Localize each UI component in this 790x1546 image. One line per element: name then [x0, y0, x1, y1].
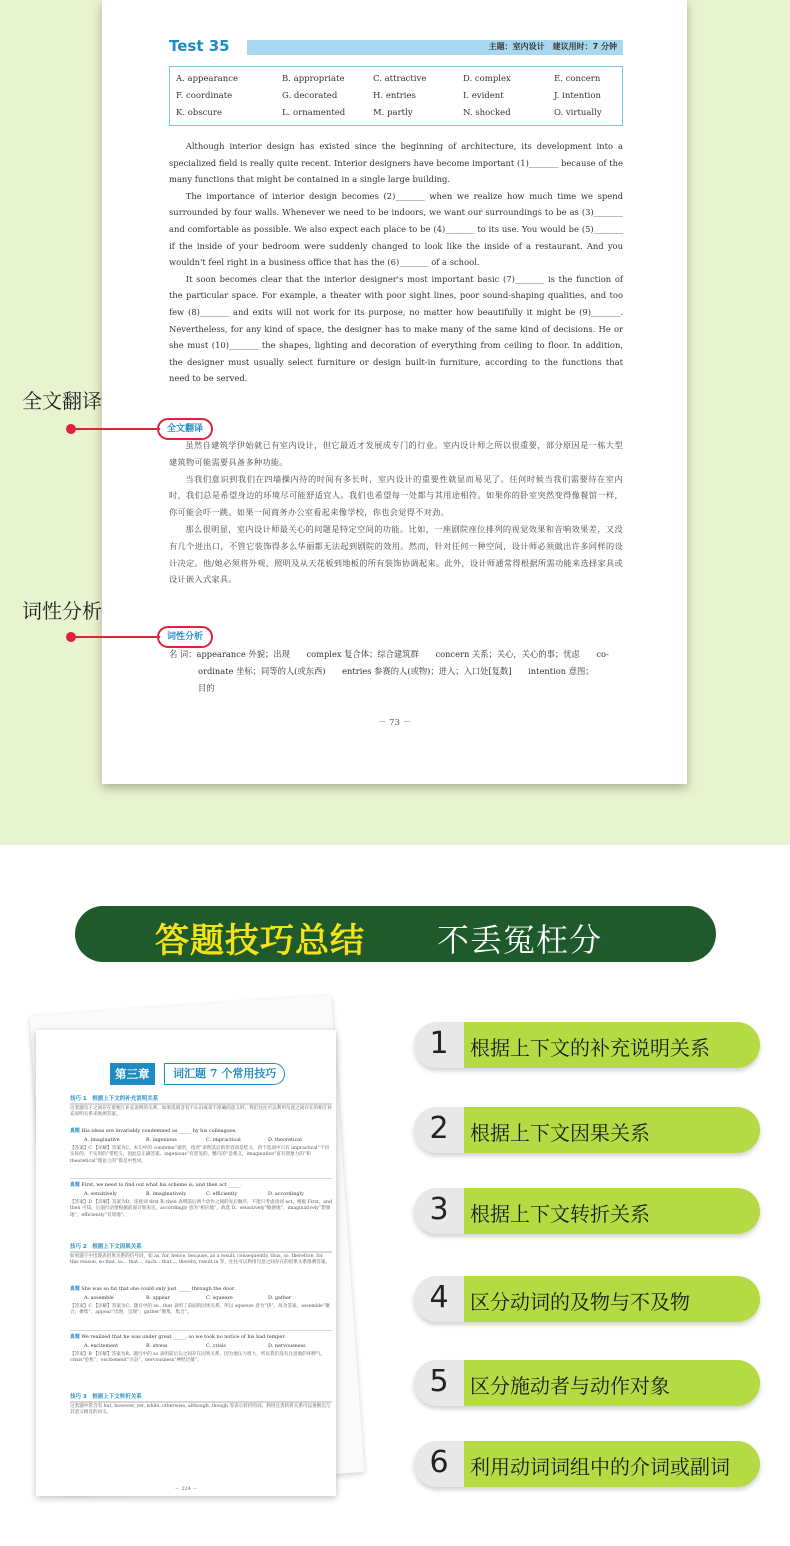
- tip-item: [414, 1441, 760, 1487]
- option: M. partly: [373, 108, 413, 118]
- banner-subtitle: 不丢冤枉分: [437, 921, 603, 959]
- option: D. complex: [463, 74, 511, 84]
- example-answer: 【答案】C 【详解】答案为C。题目中的 so...that 表明了前面的因果关系，所以 squeeze 意为“挤”，故为答案。assemble“聚合，聚集”，appear“出现，呈现”，gather“聚集，集合”。: [70, 1304, 330, 1316]
- chapter-label: 第三章: [110, 1063, 155, 1085]
- book-example: [70, 1182, 332, 1189]
- vocab-line: 名 词：appearance 外貌；出现 complex 复合体；综合建筑群 concern 关系；关心，关心的事；忧虑 co-: [169, 649, 609, 659]
- tip-number: 4: [429, 1280, 449, 1315]
- book-tip-title: 技巧 3 根据上下文转折关系: [70, 1394, 142, 1400]
- divider: [70, 1103, 332, 1105]
- page-number: － 73 －: [377, 718, 412, 728]
- option: J. intention: [554, 91, 601, 101]
- word-options-box: [169, 66, 623, 126]
- book-tip-title: 技巧 1 根据上下文的补充说明关系: [70, 1096, 159, 1102]
- vocab-line: ordinate 坐标；同等的人(或东西) entries 参赛的人(或物)；进入；入口处[复数] intention 意图；: [198, 666, 594, 676]
- example-sentence: She was so fat that she could only just _____ through the door.: [81, 1286, 236, 1292]
- example-option: C. impractical: [206, 1137, 241, 1143]
- passage-paragraph: The importance of interior design becomes (2)_______ when we realize how much time we spend surrounded by four walls. Whenever we need to be indoors, we want our surroundings to be as (3)_______ and comfortable as possible. We also expect each place to be (4)_______ to its use. You would be (5)_______ if the inside of your bedroom were suddenly changed to look like the inside of a restaurant. And you wouldn't feel right in a business office that has the (6)_______ of a school.: [169, 190, 623, 268]
- tip-text: 根据上下文因果关系: [470, 1121, 650, 1145]
- example-option: D. accordingly: [268, 1191, 304, 1197]
- example-option: D. theoretical: [268, 1137, 302, 1143]
- tip-number: 6: [429, 1445, 449, 1480]
- vocab-analysis: [169, 646, 623, 697]
- book-example: [70, 1128, 332, 1135]
- example-option: D. nervousness: [268, 1343, 306, 1349]
- book-page: [36, 1030, 336, 1496]
- example-answer: 【答案】B 【详解】答案为B。题目中的 so 表明前后句之间存在因果关系，因为他压力很大，所以我们没有注意他的坏脾气。crisis“危机”，excitement“兴奋”，nervousness“神经过敏”。: [70, 1352, 326, 1364]
- tip-text: 根据上下文的补充说明关系: [470, 1036, 710, 1060]
- option: H. entries: [373, 91, 416, 101]
- tip-number: 3: [429, 1192, 449, 1227]
- test-title: Test 35: [169, 37, 230, 55]
- example-option: A. assemble: [84, 1295, 114, 1301]
- tip-text: 区分施动者与动作对象: [470, 1374, 670, 1398]
- book-tip-description: 如果题干中出现表因果关系的信号词，如 as, for, hence, because, as a result, consequently, thus, so, therefore, for this reason, so that, so... that..., such... that..., thereby, result in 等，往往可以利用句意之间存在的因果关系推测答案。: [70, 1254, 331, 1266]
- option: F. coordinate: [176, 91, 233, 101]
- exam-tag: 真题: [70, 1334, 80, 1340]
- translation-callout-line: [74, 428, 160, 430]
- example-sentence: His ideas are invariably condemned as _____ by his colleagues.: [81, 1128, 237, 1134]
- example-option: B. imaginatively: [146, 1191, 187, 1197]
- tip-number: 1: [429, 1026, 449, 1061]
- tip-item: [414, 1360, 760, 1406]
- tip-number: 2: [429, 1111, 449, 1146]
- option: L. ornamented: [282, 108, 346, 118]
- divider: [70, 1251, 332, 1253]
- translation-paragraph: 虽然自建筑学伊始就已有室内设计，但它最近才发展成专门的行业。室内设计师之所以很重要，部分原因是一栋大型建筑物可能需要具备多种功能。: [169, 440, 623, 467]
- example-option: A. imaginative: [84, 1137, 120, 1143]
- vocab-callout-line: [74, 636, 160, 638]
- test-meta: 主题：室内设计 建议用时：7 分钟: [488, 42, 617, 51]
- tip-text: 根据上下文转折关系: [470, 1202, 650, 1226]
- book-example: [70, 1334, 332, 1341]
- example-option: C. efficiently: [206, 1191, 238, 1197]
- example-option: D. gather: [268, 1295, 292, 1301]
- test-header-bar: [247, 40, 623, 55]
- option: A. appearance: [176, 74, 238, 84]
- vocab-line: 目的: [198, 683, 215, 693]
- tip-item: [414, 1107, 760, 1153]
- tip-number: 5: [429, 1364, 449, 1399]
- book-example: [70, 1286, 332, 1293]
- example-answer: 【答案】D 【详解】答案为D。连接词 first 和 then 表明前后两个动作之间的先后顺序，不能只考虑动词 act，根据 First，and then 可知，后面行动要根据前面计划来定。accordingly 意为“相应地”，故选 D。sensitively“敏感地”，imaginatively“想象地”，efficiently“有效地”。: [70, 1200, 332, 1218]
- book-tip-title: 技巧 2 根据上下文因果关系: [70, 1244, 142, 1250]
- divider: [70, 1330, 332, 1331]
- option: E. concern: [554, 74, 601, 84]
- book-tip-description: 这类题句子之间存在着相互补充说明的关系，如果选项含有不认识或拿不准确的意义时，我们往往可以利用句意之间存在的相互补充说明关系来推测答案。: [70, 1106, 332, 1118]
- option: N. shocked: [463, 108, 511, 118]
- tip-text: 区分动词的及物与不及物: [470, 1290, 690, 1314]
- summary-banner: [75, 906, 716, 962]
- exam-tag: 真题: [70, 1128, 80, 1134]
- chapter-title: 词汇题 7 个常用技巧: [164, 1063, 285, 1085]
- option: G. decorated: [282, 91, 338, 101]
- vocab-callout-label: 词性分析: [22, 599, 102, 623]
- vocab-section-tag: 词性分析: [157, 626, 213, 648]
- tip-item: [414, 1276, 760, 1322]
- example-option: B. stress: [146, 1343, 168, 1349]
- exam-tag: 真题: [70, 1182, 80, 1188]
- book-tip-description: 这类题中常含有 but, however, yet, while, otherwise, although, though 等表示转折的词，利用这类转折关系可以推断出与其意义相反的词义。: [70, 1404, 331, 1416]
- translation-text: [169, 437, 623, 588]
- translation-section-tag: 全文翻译: [157, 418, 213, 440]
- book-page-number: － 224 －: [174, 1486, 198, 1492]
- exam-tag: 真题: [70, 1286, 80, 1292]
- option: O. virtually: [554, 108, 602, 118]
- example-option: B. ingenious: [146, 1137, 177, 1143]
- example-option: A. excitement: [84, 1343, 119, 1349]
- passage-paragraph: Although interior design has existed since the beginning of architecture, its development into a specialized field is really quite recent. Interior designers have become important (1)_______ because of the many functions that might be contained in a single large building.: [169, 141, 623, 185]
- option: I. evident: [463, 91, 504, 101]
- option: C. attractive: [373, 74, 427, 84]
- example-option: C. squeeze: [206, 1295, 233, 1301]
- example-answer: 【答案】C 【详解】答案为C。本句中的 condemn“谴责，指责”表明其后的形容词是贬义，四个选项中只有 impractical“不切实际的，不实用的”带贬义，因此是正确答案。ingenious“有创见的，精巧的”是褒义，imaginative“富有想象力的”和 theoretical“理论上的”都是中性词。: [70, 1146, 330, 1164]
- passage-paragraph: It soon becomes clear that the interior designer's most important basic (7)_______ is the function of the particular space. For example, a theater with poor sight lines, poor sound-shaping qualities, and too few (8)_______ and exits will not work for its purpose, no matter how beautifully it might be (9)_______. Nevertheless, for any kind of space, the designer has to make many of the same kind of decisions. He or she must (10)_______ the shapes, lighting and decoration of everything from ceiling to floor. In addition, the designer must usually select furniture or design built-in furniture, according to the functions that need to be served.: [169, 273, 623, 384]
- reading-passage: [169, 138, 623, 387]
- tip-item: [414, 1022, 760, 1068]
- translation-paragraph: 当我们意识到我们在四墙操内待的时间有多长时，室内设计的重要性就显而易见了。任何时候当我们需要待在室内时，我们总是希望身边的环境尽可能舒适宜人。我们也希望每一处都与其用途相符。如果你的卧室突然变得像餐馆一样，你可能会吓一跳。如果一间商务办公室看起来像学校，你也会觉得不对劲。: [169, 473, 623, 518]
- banner-highlight: 答题技巧总结: [155, 921, 365, 961]
- example-option: A. sensitively: [84, 1191, 117, 1197]
- test-page: [102, 0, 687, 784]
- option: B. appropriate: [282, 74, 345, 84]
- divider: [70, 1401, 332, 1403]
- tip-item: [414, 1188, 760, 1234]
- example-sentence: We realized that he was under great _____, so we took no notice of his bad temper.: [81, 1334, 286, 1340]
- example-option: B. appear: [146, 1295, 171, 1301]
- translation-paragraph: 那么很明显，室内设计师最关心的问题是特定空间的功能。比如，一座剧院座位排列的视觉效果和音响效果差，又没有几个进出口，不管它装饰得多么华丽都无法起到剧院的效用。然而，针对任何一种空间，设计师必须做出许多同样的设计决定。他/她必须将外观、照明及从天花板到地板的所有装饰协调起来。此外，设计师通常得根据所需功能来选择家具或设计嵌入式家具。: [169, 523, 623, 585]
- example-sentence: First, we need to find out what his scheme is, and then act _____.: [81, 1182, 243, 1188]
- tip-text: 利用动词词组中的介词或副词: [470, 1455, 730, 1479]
- option: K. obscure: [176, 108, 223, 118]
- example-option: C. crisis: [206, 1343, 226, 1349]
- translation-callout-label: 全文翻译: [22, 389, 102, 413]
- divider: [70, 1178, 332, 1179]
